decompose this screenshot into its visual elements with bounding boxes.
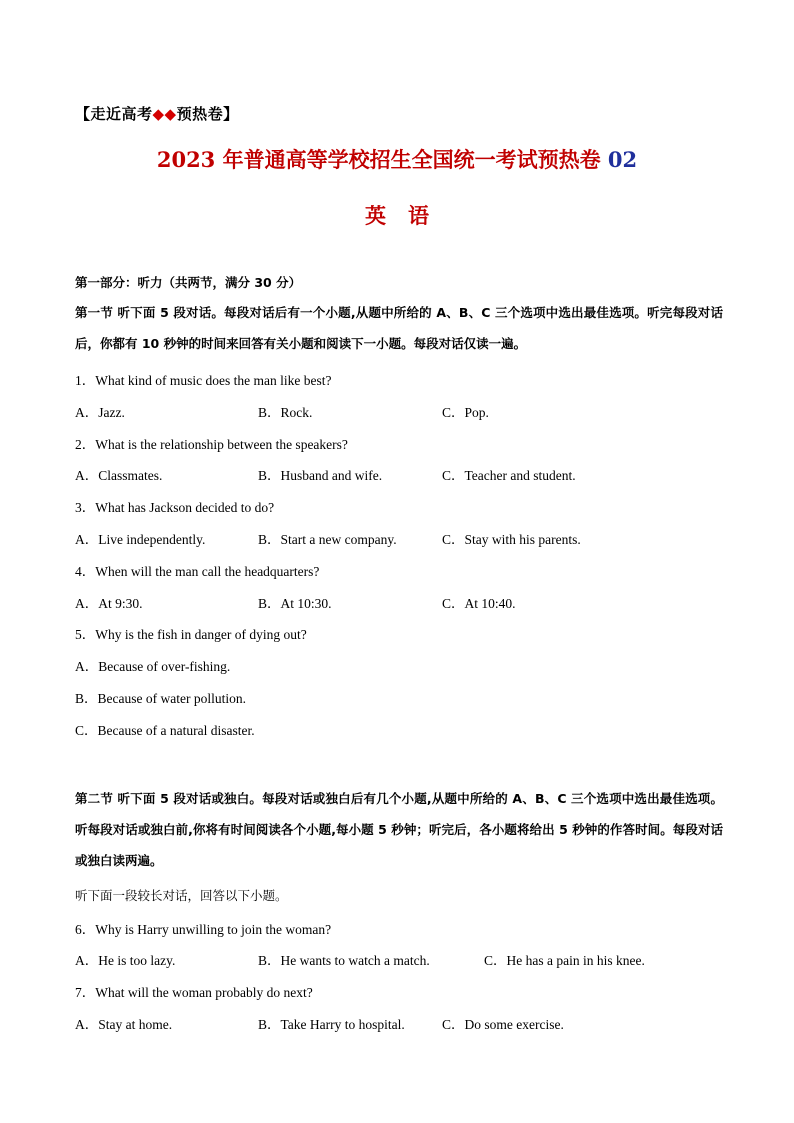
- option-b: B．He wants to watch a match.: [258, 953, 430, 968]
- option-a: A．Because of over-fishing.: [75, 659, 231, 674]
- section1-instructions: 第一节 听下面 5 段对话。每段对话后有一个小题,从题中所给的 A、B、C 三个选项中选出最佳选项。听完每段对话后，你都有 10 秒钟的时间来回答有关小题和阅读下一小题。每段对话仅读一遍。: [75, 305, 723, 351]
- option-c: C．Do some exercise.: [442, 1017, 564, 1032]
- question-stem: 5．Why is the fish in danger of dying out?: [75, 627, 307, 642]
- option-a: A．Classmates.: [75, 468, 163, 483]
- option-c: C．Because of a natural disaster.: [75, 723, 255, 738]
- option-a: A．Stay at home.: [75, 1017, 173, 1032]
- series-label: 【走近高考◆◆预热卷】: [75, 105, 239, 123]
- option-c: C．At 10:40.: [442, 596, 516, 611]
- long-dialogue-note: 听下面一段较长对话，回答以下小题。: [75, 888, 288, 903]
- option-a: A．He is too lazy.: [75, 953, 176, 968]
- option-c: C．Pop.: [442, 405, 489, 420]
- paper-number: 02: [607, 147, 638, 172]
- question-stem: 1．What kind of music does the man like best?: [75, 373, 332, 388]
- question-stem: 7．What will the woman probably do next?: [75, 985, 313, 1000]
- option-a: A．Live independently.: [75, 532, 206, 547]
- option-b: B．Husband and wife.: [258, 468, 383, 483]
- option-b: B．Rock.: [258, 405, 313, 420]
- option-b: B．At 10:30.: [258, 596, 332, 611]
- question-stem: 4．When will the man call the headquarters?: [75, 564, 320, 579]
- option-a: A．At 9:30.: [75, 596, 143, 611]
- option-c: C．Stay with his parents.: [442, 532, 581, 547]
- question-stem: 6．Why is Harry unwilling to join the woman?: [75, 922, 332, 937]
- question-stem: 2．What is the relationship between the speakers?: [75, 437, 348, 452]
- question-stem: 3．What has Jackson decided to do?: [75, 500, 275, 515]
- diamond-decoration: ◆◆: [152, 105, 177, 123]
- part1-heading: 第一部分：听力（共两节，满分 30 分）: [75, 275, 302, 290]
- section2-instructions: 第二节 听下面 5 段对话或独白。每段对话或独白后有几个小题,从题中所给的 A、B、C 三个选项中选出最佳选项。听每段对话或独白前,你将有时间阅读各个小题,每小题 5 秒钟；听完后，各小题将给出 5 秒钟的作答时间。每段对话或独白读两遍。: [75, 791, 723, 868]
- option-c: C．He has a pain in his knee.: [484, 953, 645, 968]
- subject-title: 英语: [365, 203, 451, 228]
- option-c: C．Teacher and student.: [442, 468, 576, 483]
- option-b: B．Take Harry to hospital.: [258, 1017, 405, 1032]
- option-b: B．Because of water pollution.: [75, 691, 246, 706]
- page-title: 2023 年普通高等学校招生全国统一考试预热卷 02: [156, 147, 638, 172]
- option-b: B．Start a new company.: [258, 532, 397, 547]
- option-a: A．Jazz.: [75, 405, 125, 420]
